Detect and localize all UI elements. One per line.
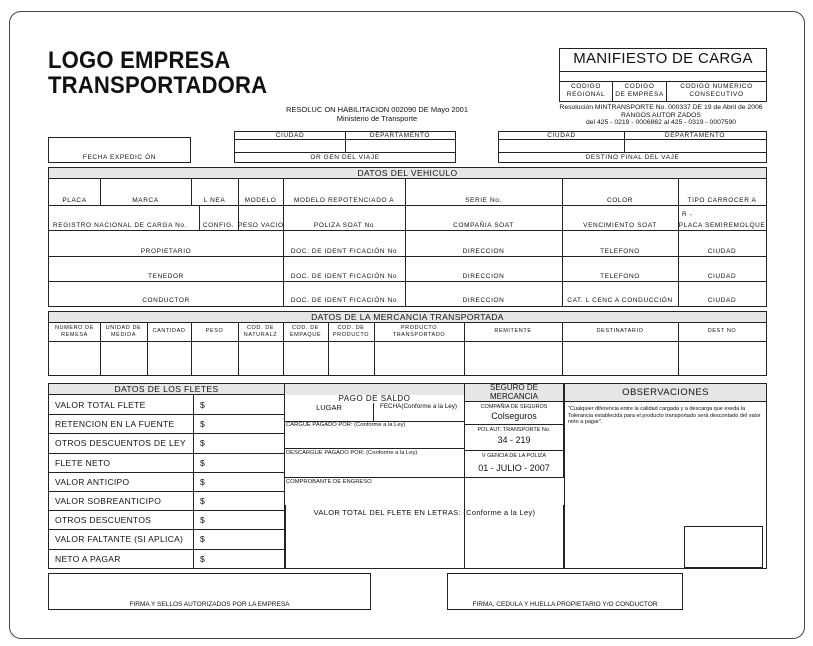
- compania-label: COMPAÑIA DE SEGUROS: [480, 404, 548, 410]
- label-peso-vacio: PESO VACIO: [238, 222, 284, 229]
- label-conductor: CONDUCTOR: [142, 297, 190, 304]
- origen-ciudad: CIUDAD: [275, 132, 305, 139]
- fletes-title: DATOS DE LOS FLETES: [49, 384, 284, 395]
- label-color: COLOR: [606, 197, 634, 204]
- flete-row-label: RETENCION EN LA FUENTE: [55, 419, 175, 430]
- label-tipo-carroceria: TIPO CARROCER A: [687, 197, 757, 204]
- flete-row-label: VALOR FALTANTE (SI APLICA): [55, 534, 184, 545]
- flete-row-value[interactable]: $: [200, 400, 206, 410]
- origen-departamento: DEPARTAMENTO: [369, 132, 431, 139]
- flete-row-value[interactable]: $: [200, 553, 206, 564]
- label-placa-semiremolque: PLACA SEMIREMOLQUE: [678, 222, 766, 229]
- manifest-box: [559, 48, 767, 102]
- logo-line-2: TRANSPORTADORA: [48, 72, 268, 99]
- col-destinatario: DESTINATARIO: [596, 328, 644, 334]
- code-consecutivo: CODIGO NUMERICO CONSECUTIVO: [680, 83, 753, 98]
- firma-empresa-label: FIRMA Y SELLOS AUTORIZADOS POR LA EMPRESA: [129, 601, 290, 608]
- observaciones-title: OBSERVACIONES: [565, 384, 766, 402]
- flete-row-label: OTROS DESCUENTOS: [55, 515, 152, 526]
- logo-line-1: LOGO EMPRESA: [48, 47, 231, 74]
- flete-row-value[interactable]: $: [200, 438, 206, 449]
- vigencia-label: V GENCIA DE LA POLIZA: [481, 453, 547, 459]
- flete-row-label: OTROS DESCUENTOS DE LEY: [55, 438, 186, 449]
- firma-conductor-box[interactable]: [447, 573, 683, 610]
- pago-lugar-label: LUGAR: [316, 403, 342, 412]
- label-tenedor-dir: DIRECCION: [462, 273, 505, 280]
- label-tenedor: TENEDOR: [148, 273, 184, 280]
- cargue-label: CARGUE PAGADO POR: (Conforme a la Ley): [286, 422, 406, 428]
- destino-label: DESTINO FINAL DEL VAJE: [585, 154, 680, 161]
- vehiculo-title: DATOS DEL VEHICULO: [49, 168, 766, 179]
- fecha-expedicion-box[interactable]: [48, 137, 191, 163]
- col-producto-cod: COD. DE PRODUCTO: [332, 325, 370, 338]
- mercancia-section: [48, 311, 767, 376]
- pol-label: POL AUT. TRANSPORTE No.: [477, 427, 551, 433]
- code-regional: CODIGO REGIONAL: [566, 83, 606, 98]
- pago-title: PAGO DE SALDO: [338, 394, 411, 403]
- col-unidad-medida: UNIDAD DE MEDIDA: [105, 325, 142, 338]
- descargue-label: DESCARGUE PAGADO POR: (Conforme a la Ley): [286, 450, 418, 456]
- label-modelo: MODELO: [244, 197, 277, 204]
- col-remitente: REMITENTE: [494, 328, 532, 334]
- label-linea: L NEA: [203, 197, 226, 204]
- firma-conductor-label: FIRMA, CEDULA Y HUELLA PROPIETARIO Y/O CONDUCTOR: [472, 601, 658, 608]
- code-empresa: CODIGO DE EMPRESA: [615, 83, 664, 98]
- label-placa: PLACA: [62, 197, 87, 204]
- resolution-text: RESOLUC ON HABILITACION 002090 DE Mayo 2001 Ministerio de Transporte: [285, 105, 469, 123]
- label-propietario-ciudad: CIUDAD: [707, 248, 737, 255]
- manifest-title: MANIFIESTO DE CARGA: [573, 50, 753, 67]
- destino-ciudad: CIUDAD: [547, 132, 576, 139]
- label-vencimiento-soat: VENCIMIENTO SOAT: [583, 222, 657, 229]
- col-producto-transportado: PRODUCTO TRANSPORTADO: [392, 325, 446, 338]
- flete-row-label: VALOR ANTICIPO: [55, 476, 130, 487]
- label-modelo-repotenciado: MODELO REPOTENCIADO A: [293, 197, 395, 204]
- mercancia-title: DATOS DE LA MERCANCIA TRANSPORTADA: [49, 312, 766, 323]
- label-conductor-dir: DIRECCION: [462, 297, 505, 304]
- col-numero-remesa: NUMERO DE REMESA: [54, 325, 94, 338]
- label-serie: SERIE No.: [465, 197, 502, 204]
- label-config: CONFIG.: [202, 222, 235, 229]
- label-conductor-doc: DOC. DE IDENT FICACIÓN No: [290, 297, 398, 304]
- flete-row-value[interactable]: $: [200, 515, 206, 526]
- origen-box[interactable]: [234, 131, 456, 163]
- label-propietario: PROPIETARIO: [140, 248, 192, 255]
- label-propietario-dir: DIRECCION: [462, 248, 505, 255]
- flete-row-value[interactable]: $: [200, 457, 206, 468]
- observaciones-section: [564, 383, 767, 569]
- col-destino: DEST NO: [707, 328, 737, 334]
- company-logo: [48, 48, 267, 98]
- mintransporte-text: Resolución MINTRANSPORTE No. 000337 DE 19 de Abril de 2006 RANGOS AUTOR ZADOS del 425 - 0219 - 0006862 al 425 - 0319 - 0007590: [559, 104, 763, 126]
- label-tenedor-tel: TELEFONO: [600, 273, 640, 280]
- flete-row-label: VALOR SOBREANTICIPO: [55, 496, 162, 506]
- label-tenedor-doc: DOC. DE IDENT FICACIÓN No: [290, 273, 398, 280]
- flete-row-value[interactable]: $: [200, 496, 206, 506]
- fletes-section: [48, 383, 285, 569]
- valor-letras-box[interactable]: [285, 505, 564, 569]
- label-propietario-tel: TELEFONO: [600, 248, 640, 255]
- flete-row-value[interactable]: $: [200, 419, 206, 430]
- label-marca: MARCA: [132, 197, 159, 204]
- destino-departamento: DEPARTAMENTO: [664, 132, 726, 139]
- col-peso: PESO: [205, 328, 224, 334]
- flete-row-label: NETO A PAGAR: [55, 553, 121, 564]
- destino-box[interactable]: [498, 131, 767, 163]
- huella-box[interactable]: [684, 526, 763, 568]
- label-conductor-cat: CAT. L CENC A CONDUCCIÓN: [567, 297, 673, 304]
- flete-row-label: VALOR TOTAL FLETE: [55, 400, 146, 410]
- pol-value: 34 - 219: [497, 435, 531, 445]
- firma-empresa-box[interactable]: [48, 573, 371, 610]
- label-r: R -: [682, 211, 693, 218]
- col-naturaleza: COD. DE NATURALZ: [243, 325, 278, 338]
- label-poliza-soat: POLIZA SOAT No: [313, 222, 375, 229]
- comprobante-label: COMPROBANTE DE ENGRESO: [286, 479, 372, 485]
- fecha-expedicion-label: FECHA EXPEDIC ÓN: [82, 154, 157, 161]
- label-propietario-doc: DOC. DE IDENT FICACIÓN No: [290, 248, 398, 255]
- pago-fecha-label: FECHA(Conforme a la Ley): [380, 403, 457, 410]
- label-compania-soat: COMPAÑIA SOAT: [453, 222, 514, 229]
- col-empaque: COD. DE EMPAQUE: [289, 325, 322, 338]
- col-cantidad: CANTIDAD: [152, 328, 186, 334]
- label-conductor-ciudad: CIUDAD: [707, 297, 737, 304]
- flete-row-label: FLETE NETO: [55, 457, 111, 468]
- label-registro-nacional: REGISTRO NACIONAL DE CARGA No.: [52, 222, 188, 229]
- vehiculo-section: [48, 167, 767, 307]
- label-tenedor-ciudad: CIUDAD: [707, 273, 737, 280]
- flete-row-value[interactable]: $: [200, 476, 206, 487]
- origen-label: OR GEN DEL VIAJE: [310, 154, 380, 161]
- seguro-title: SEGURO DE MERCANCIA: [465, 384, 563, 402]
- valor-letras-label: VALOR TOTAL DEL FLETE EN LETRAS: (Conforme a la Ley): [313, 508, 536, 517]
- observaciones-text: "Cualquier diferencia entre la calidad cargada y a descarga que exeda la Tolerancia establecida para el producto transportado será descontado del valor neto a pagar".: [568, 406, 761, 425]
- vigencia-value: 01 - JULIO - 2007: [478, 463, 550, 473]
- compania-value: Colseguros: [491, 411, 537, 421]
- seguro-section: [464, 383, 564, 478]
- flete-row-value[interactable]: $: [200, 534, 206, 545]
